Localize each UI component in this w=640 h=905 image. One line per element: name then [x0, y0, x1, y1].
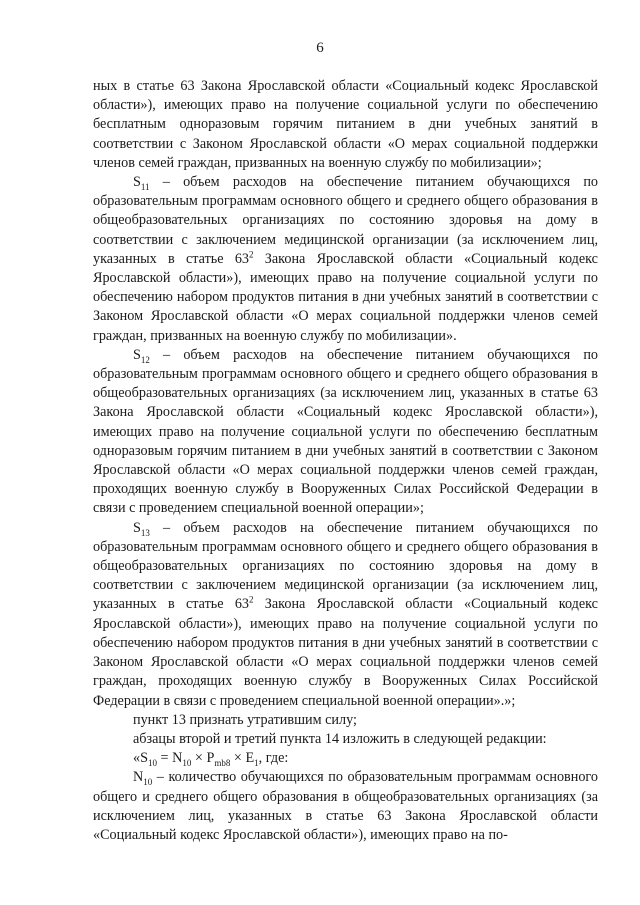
paragraph-text-cont: Закона Ярославской области «Социальный кодекс Ярославской области»), имеющих право на получение социальной услуги по обеспечению набором продуктов питания в дни учебных занятий в соответствии с Законом Ярославской области «О мерах социальной поддержки членов семей граждан, проходящих военную службу в Вооруженных Силах Российской Федерации в связи с проведением специальной военной операции».»; — [93, 596, 598, 709]
formula-p-subscript: mb8 — [214, 757, 231, 768]
formula-times: × — [191, 750, 207, 767]
formula-n-symbol: N — [172, 750, 183, 767]
paragraph-text: – объем расходов на обеспечение питанием обучающихся по образовательным программам основного общего и среднего общего образования в общеобразовательных организациях по состоянию здоровья на дому в соответствии с заключением медицинской организации (за исключением лиц, указанных в статье 63 — [93, 519, 598, 613]
formula-times: × — [230, 750, 246, 767]
formula-lhs-subscript: 10 — [147, 757, 157, 768]
article-superscript: 2 — [249, 594, 254, 605]
paragraph-text: абзацы второй и третий пункта 14 изложить в следующей редакции: — [133, 730, 547, 747]
paragraph-continuation — [93, 77, 598, 173]
variable-symbol: S — [133, 346, 141, 363]
paragraph-text: – объем расходов на обеспечение питанием обучающихся по образовательным программам основного общего и среднего общего образования в общеобразовательных организациях по состоянию здоровья на дому в соответствии с заключением медицинской организации (за исключением лиц, указанных в статье 63 — [93, 174, 598, 267]
formula-n-subscript: 10 — [182, 757, 192, 768]
document-body — [93, 77, 598, 845]
formula-e-symbol: E — [245, 750, 255, 767]
paragraph-text: – количество обучающихся по образовательным программам основного общего и среднего общего образования в общеобразовательных организациях (за исключением лиц, указанных в статье 63 Закона Ярославской области «Социальный кодекс Ярославской области»), имеющих право на по- — [93, 769, 598, 843]
variable-symbol: S — [133, 519, 141, 536]
formula-e-subscript: 1 — [254, 757, 259, 768]
variable-subscript: 11 — [140, 181, 150, 192]
variable-subscript: 12 — [140, 354, 150, 365]
paragraph-text: пункт 13 признать утратившим силу; — [133, 711, 357, 728]
formula-open-quote: « — [133, 750, 141, 767]
formula-lhs-symbol: S — [140, 750, 148, 767]
page-number: 6 — [316, 40, 324, 56]
variable-subscript: 13 — [140, 527, 150, 538]
article-superscript: 2 — [249, 249, 254, 260]
formula-tail: , где: — [258, 750, 289, 767]
formula-p-symbol: P — [206, 750, 215, 767]
paragraph-text: ных в статье 63 Закона Ярославской области «Социальный кодекс Ярославской области»), имеющих право на получение социальной услуги по обеспечению бесплатным одноразовым горячим питанием в дни учебных занятий в соответствии с Законом Ярославской области «О мерах социальной поддержки членов семей граждан, призванных на военную службу по мобилизации»; — [93, 78, 598, 171]
formula-equals: = — [156, 750, 173, 767]
paragraph-clause-14 — [93, 730, 598, 749]
paragraph-s13 — [93, 519, 598, 711]
paragraph-n10-definition — [93, 768, 598, 845]
paragraph-text: – объем расходов на обеспечение питанием обучающихся по образовательным программам основного общего и среднего общего образования в общеобразовательных организациях (за исключением лиц, указанных в статье 63 Закона Ярославской области «Социальный кодекс Ярославской области»), имеющих право на получение социальной услуги по обеспечению бесплатным одноразовым горячим питанием в дни учебных занятий в соответствии с Законом Ярославской области «О мерах социальной поддержки членов семей граждан, проходящих военную службу в Вооруженных Силах Российской Федерации в связи с проведением специальной военной операции»; — [93, 346, 598, 517]
variable-symbol: N — [133, 769, 144, 786]
paragraph-s11 — [93, 173, 598, 346]
formula-line — [93, 749, 598, 768]
paragraph-s12 — [93, 346, 598, 519]
paragraph-clause-13 — [93, 711, 598, 730]
paragraph-text-cont: Закона Ярославской области «Социальный кодекс Ярославской области»), имеющих право на получение социальной услуги по обеспечению набором продуктов питания в дни учебных занятий в соответствии с Законом Ярославской области «О мерах социальной поддержки членов семей граждан, призванных на военную службу по мобилизации». — [93, 250, 598, 344]
variable-symbol: S — [133, 174, 141, 191]
variable-subscript: 10 — [143, 777, 153, 788]
